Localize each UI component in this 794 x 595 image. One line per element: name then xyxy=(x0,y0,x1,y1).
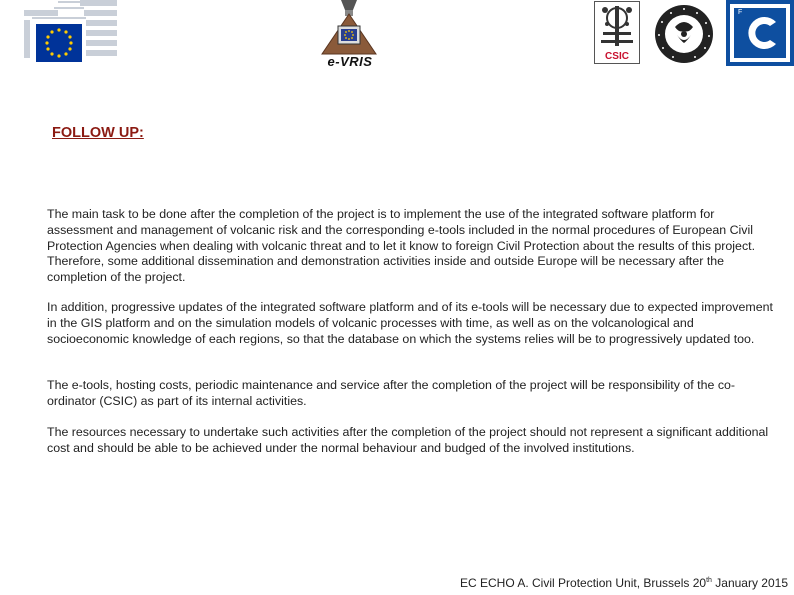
footer-text-after: January 2015 xyxy=(711,576,788,590)
footer-citation xyxy=(460,576,788,590)
european-commission-logo xyxy=(24,0,117,68)
footer-text-before: EC ECHO A. Civil Protection Unit, Brussels 20 xyxy=(460,576,707,590)
protection-logo-letter: F xyxy=(738,9,743,16)
csic-logo xyxy=(594,1,640,64)
body-paragraph-1: The main task to be done after the completion of the project is to implement the use of the integrated software platform for assessment and management of volcanic risk and the corresponding e-tools included in the normal procedures of European Civil Protection Agencies when dealing with volcanic threat and to let it know to foreign Civil Protection about the results of this project. Therefore, some additional dissemination and demonstration activities inside and outside Europe will be necessary after the completion of the project. xyxy=(47,207,756,285)
evris-logo xyxy=(316,0,382,70)
body-paragraph-4: The resources necessary to undertake such activities after the completion of the project should not represent a significant additional cost and should be able to be achieved under the normal behaviour and budged of the involved institutions. xyxy=(47,425,769,455)
university-seal-logo xyxy=(653,3,715,65)
footer-superscript: th xyxy=(706,577,712,584)
csic-label: CSIC xyxy=(605,51,629,62)
body-paragraph-2: In addition, progressive updates of the integrated software platform and of its e-tools will be necessary due to expected improvement in the GIS platform and on the simulation models of volcanic processes with time, as well as on the volcanological and socioeconomic knowledge of each regions, so that the database on which the systems relies will be to progressively updated too. xyxy=(47,300,773,346)
civil-protection-logo xyxy=(726,0,794,66)
evris-label: e-VRIS xyxy=(327,54,373,69)
body-paragraph-3: The e-tools, hosting costs, periodic maintenance and service after the completion of the project will be responsibility of the co-ordinator (CSIC) as part of its internal activities. xyxy=(47,378,736,408)
section-heading: FOLLOW UP: xyxy=(52,125,144,141)
